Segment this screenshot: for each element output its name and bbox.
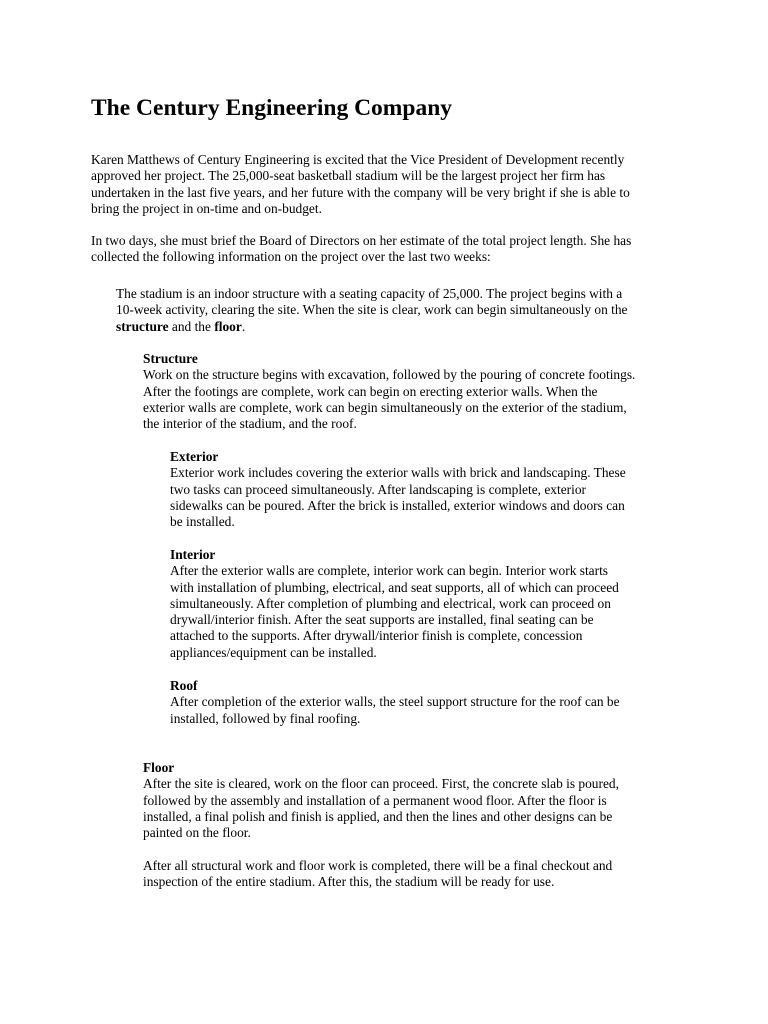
interior-heading: Interior: [170, 547, 216, 562]
structure-body: Work on the structure begins with excavation, followed by the pouring of concrete footings. After the footings are complete, work can begin on erecting exterior walls. When the exterior walls are complete, work can begin simultaneously on the exterior of the stadium, the interior of the stadium, and the roof.: [143, 367, 636, 432]
stadium-text-before: The stadium is an indoor structure with a seating capacity of 25,000. The project begins with a 10-week activity, clearing the site. When the site is clear, work can begin simultaneously on the: [116, 286, 628, 318]
floor-section: [143, 760, 638, 841]
floor-heading: Floor: [143, 760, 175, 775]
floor-body: After the site is cleared, work on the floor can proceed. First, the concrete slab is poured, followed by the assembly and installation of a permanent wood floor. After the floor is installed, a final polish and finish is applied, and then the lines and other designs can be painted on the floor.: [143, 776, 619, 841]
roof-section: [170, 678, 635, 727]
structure-heading: Structure: [143, 351, 198, 366]
stadium-bold-floor: floor: [214, 318, 242, 334]
structure-section: [143, 351, 638, 432]
final-paragraph: After all structural work and floor work is completed, there will be a final checkout and inspection of the entire stadium. After this, the stadium will be ready for use.: [143, 858, 613, 890]
stadium-bold-structure: structure: [116, 318, 169, 334]
interior-section: [170, 547, 635, 661]
exterior-section: [170, 449, 635, 530]
interior-body: After the exterior walls are complete, interior work can begin. Interior work starts with installation of plumbing, electrical, and seat supports, all of which can proceed simultaneously. After completion of plumbing and electrical, work can proceed on drywall/interior finish. After the seat supports are installed, final seating can be attached to the supports. After drywall/interior finish is complete, concession appliances/equipment can be installed.: [170, 563, 619, 660]
roof-body: After completion of the exterior walls, the steel support structure for the roof can be installed, followed by final roofing.: [170, 694, 620, 726]
stadium-text-middle: and the: [168, 318, 215, 334]
brief-paragraph: In two days, she must brief the Board of Directors on her estimate of the total project length. She has collected the following information on the project over the last two weeks:: [91, 233, 632, 265]
exterior-heading: Exterior: [170, 449, 219, 464]
stadium-text-after: .: [241, 318, 246, 334]
stadium-paragraph: [116, 286, 638, 335]
exterior-body: Exterior work includes covering the exterior walls with brick and landscaping. These two tasks can proceed simultaneously. After landscaping is complete, exterior sidewalks can be poured. After the brick is installed, exterior windows and doors can be installed.: [170, 465, 626, 530]
intro-paragraph: Karen Matthews of Century Engineering is excited that the Vice President of Development recently approved her project. The 25,000-seat basketball stadium will be the largest project her firm has undertaken in the last five years, and her future with the company will be very bright if she is able to bring the project in on-time and on-budget.: [91, 152, 630, 216]
roof-heading: Roof: [170, 678, 198, 693]
document-title: The Century Engineering Company: [91, 95, 453, 121]
